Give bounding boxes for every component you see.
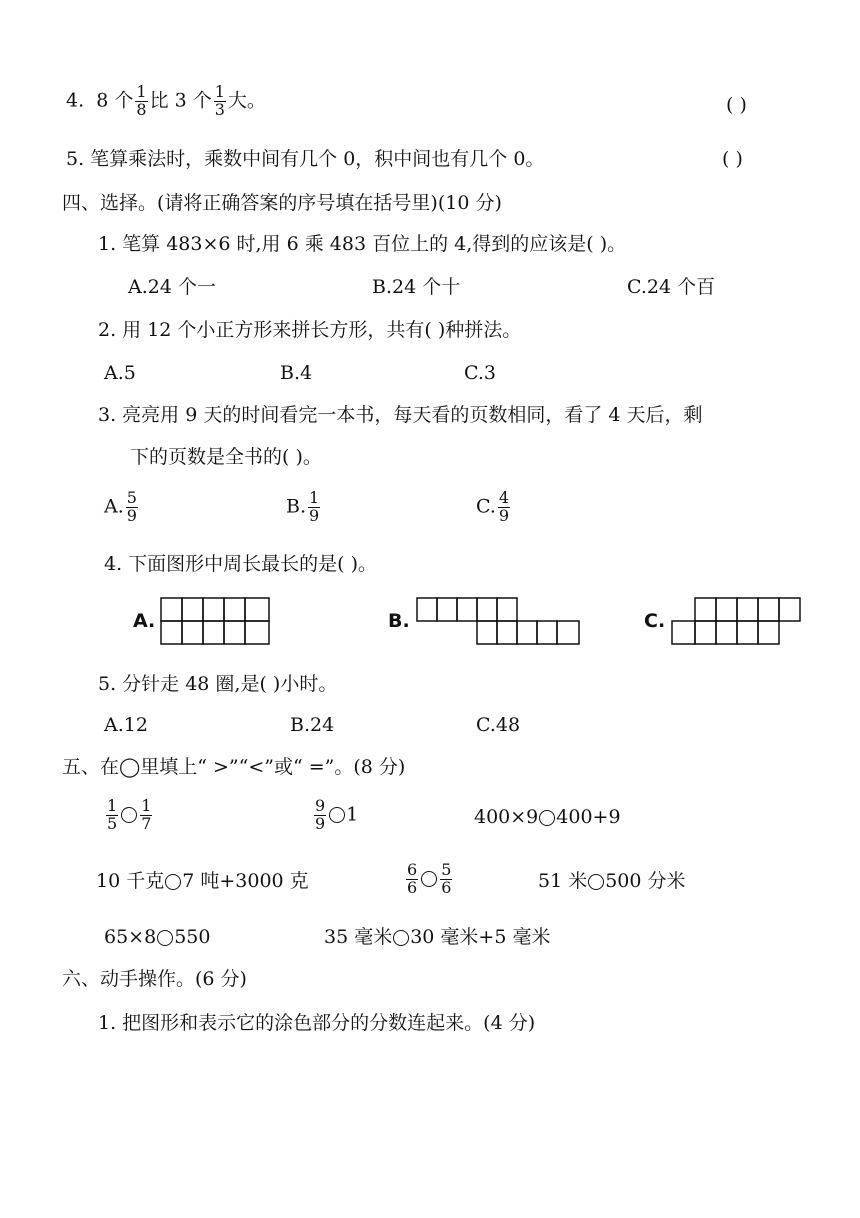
tf-question-4	[66, 84, 266, 119]
figure-a-grid	[160, 597, 272, 647]
compare-item-8: 35 毫米 30 毫米+5 毫米	[324, 926, 551, 948]
question-text: 比 3 个	[149, 89, 212, 112]
fraction: $\frac{1}{5}$	[107, 796, 118, 833]
option-b[interactable]: B.24 个十	[372, 276, 461, 298]
option-c[interactable]: C.48	[476, 714, 521, 736]
compare-item-1	[104, 798, 154, 833]
option-a-label[interactable]: A.	[133, 610, 156, 632]
answer-circle[interactable]	[421, 871, 437, 887]
choice-question-5: 5. 分针走 48 圈,是( )小时。	[98, 673, 338, 695]
compare-item-2: $\frac{9}{9}$ 1	[315, 796, 359, 833]
answer-circle[interactable]	[165, 874, 181, 890]
answer-circle[interactable]	[588, 874, 604, 890]
compare-item-4: 10 千克 7 吨+3000 克	[96, 870, 309, 892]
answer-circle[interactable]	[393, 930, 409, 946]
option-a[interactable]: A. $\frac{5}{9}$	[104, 488, 137, 525]
fraction: $\frac{5}{9}$	[126, 488, 137, 525]
figure-b-grid	[416, 597, 584, 647]
option-a[interactable]: A.12	[104, 714, 148, 736]
operation-question-1: 1. 把图形和表示它的涂色部分的分数连起来。(4 分)	[98, 1012, 536, 1034]
option-a[interactable]: A.5	[104, 362, 136, 384]
option-b[interactable]: B.4	[280, 362, 313, 384]
answer-circle[interactable]	[329, 807, 345, 823]
fraction: $\frac{4}{9}$	[498, 488, 510, 525]
choice-question-3: 3. 亮亮用 9 天的时间看完一本书，每天看的页数相同，看了 4 天后，剩	[98, 404, 703, 426]
fraction: $\frac{1}{8}$	[136, 82, 147, 119]
fraction: $\frac{1}{9}$	[309, 488, 320, 525]
option-c[interactable]: C.3	[464, 362, 496, 384]
fraction: $\frac{6}{6}$	[407, 860, 418, 897]
option-c-label[interactable]: C.	[644, 610, 666, 632]
option-b[interactable]: B. $\frac{1}{9}$	[286, 488, 320, 525]
fraction: $\frac{9}{9}$	[315, 796, 326, 833]
option-a[interactable]: A.24 个一	[128, 276, 216, 298]
question-text: 大。	[227, 89, 266, 112]
question-text: 8 个	[96, 89, 134, 112]
question-number: 4.	[66, 89, 85, 112]
tf-question-5: 5. 笔算乘法时，乘数中间有几个 0，积中间也有几个 0。	[66, 148, 545, 170]
option-c[interactable]: C.24 个百	[627, 276, 716, 298]
answer-circle[interactable]	[539, 810, 555, 826]
option-c[interactable]: C. $\frac{4}{9}$	[476, 488, 510, 525]
answer-bracket[interactable]: ( )	[726, 94, 747, 116]
answer-circle[interactable]	[157, 930, 173, 946]
choice-question-3-cont: 下的页数是全书的( )。	[130, 446, 322, 468]
fraction: $\frac{5}{6}$	[441, 860, 452, 897]
choice-question-2: 2. 用 12 个小正方形来拼长方形，共有( )种拼法。	[98, 319, 522, 341]
option-b[interactable]: B.24	[290, 714, 335, 736]
answer-circle[interactable]	[121, 807, 137, 823]
section-title: 六、动手操作。(6 分)	[62, 968, 247, 990]
section-title: 五、在◯里填上“ >”“<”或“ =”。(8 分)	[62, 756, 406, 778]
compare-item-3: 400×9 400+9	[474, 806, 621, 828]
answer-bracket[interactable]: ( )	[722, 148, 743, 170]
figure-c-grid	[671, 597, 807, 647]
fraction: $\frac{1}{7}$	[141, 796, 152, 833]
fraction: $\frac{1}{3}$	[214, 82, 225, 119]
compare-item-6: 51 米 500 分米	[538, 870, 686, 892]
choice-question-1: 1. 笔算 483×6 时,用 6 乘 483 百位上的 4,得到的应该是( )。	[98, 233, 627, 255]
choice-question-4: 4. 下面图形中周长最长的是( )。	[104, 553, 378, 575]
compare-item-5	[404, 862, 454, 897]
option-b-label[interactable]: B.	[388, 610, 410, 632]
compare-item-7: 65×8 550	[104, 926, 211, 948]
section-title: 四、选择。(请将正确答案的序号填在括号里)(10 分)	[62, 192, 502, 214]
